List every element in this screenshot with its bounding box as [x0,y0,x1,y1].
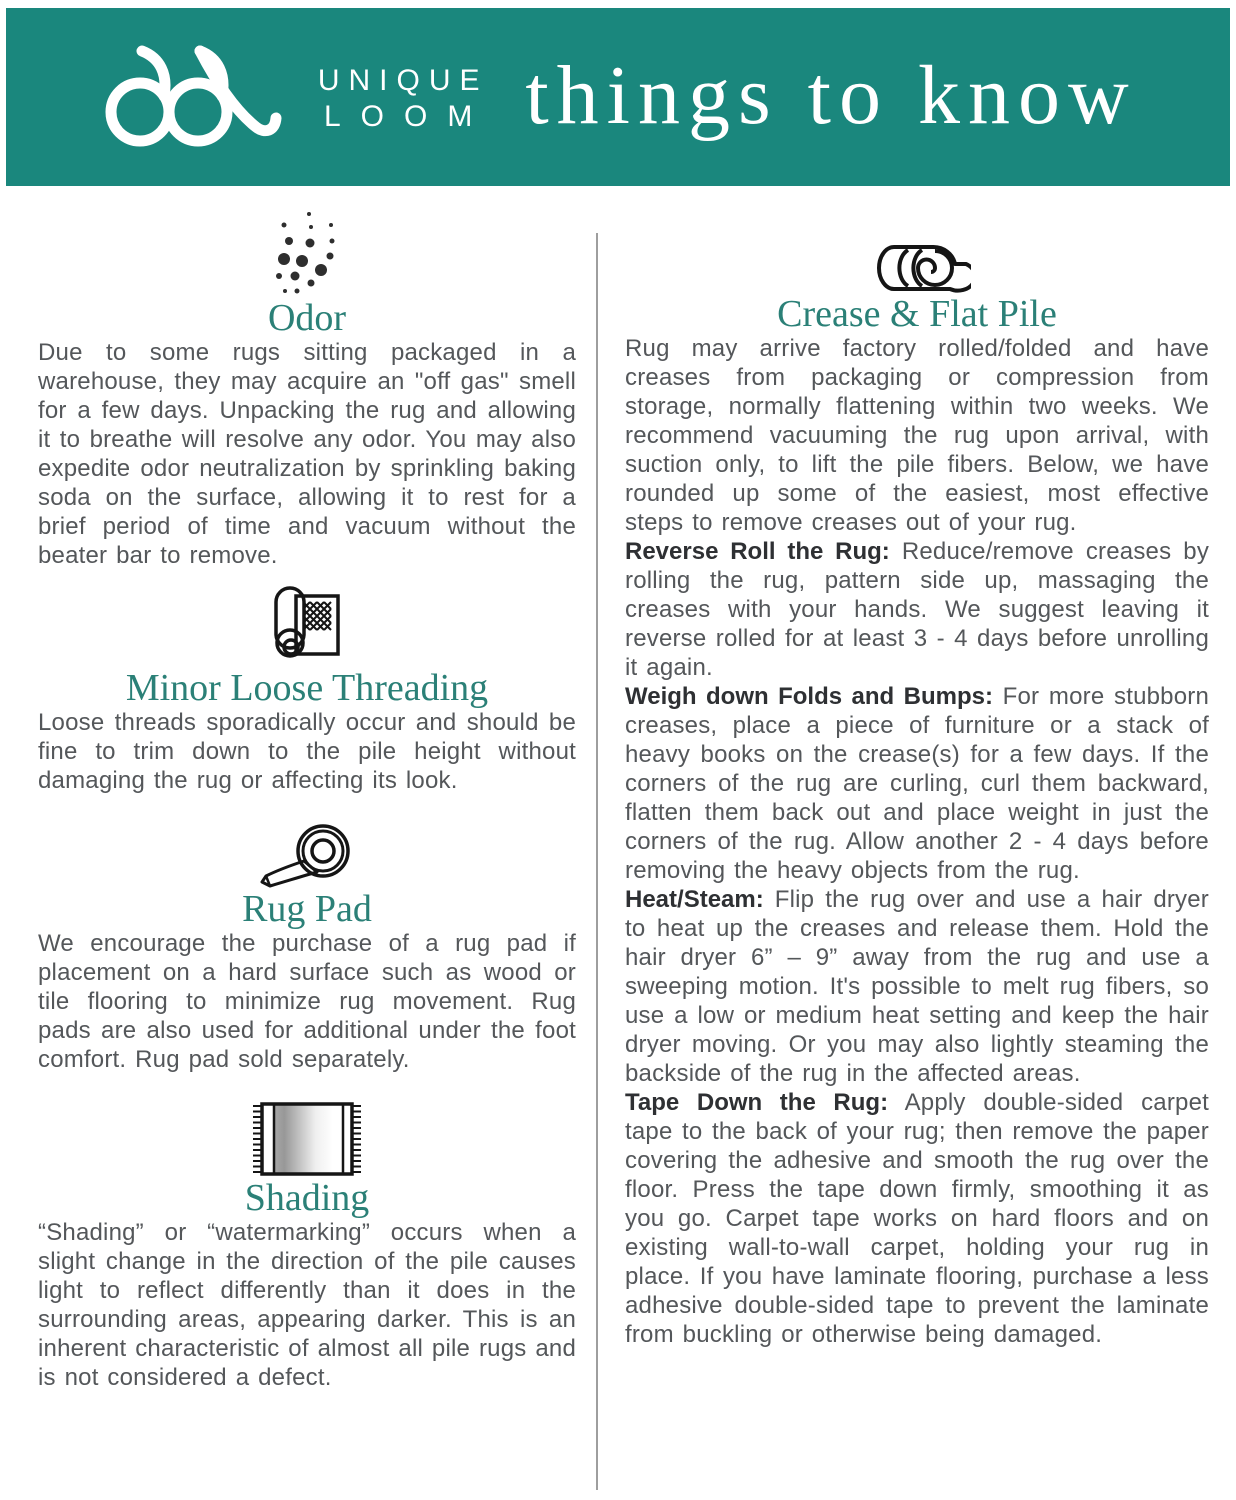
header-band [6,8,1230,186]
rug-pad-roll-icon [259,821,355,889]
rolled-rug-crosshatch-icon [270,584,344,668]
tip-reverse-roll [625,537,1209,682]
unique-loom-logo-icon [98,44,288,154]
section-heading-rug-pad: Rug Pad [242,888,372,930]
brand-logo-group [98,44,492,154]
rolled-rug-side-icon [863,242,971,294]
tip-weigh-down-label: Weigh down Folds and Bumps: [625,683,993,710]
tip-weigh-down [625,682,1209,885]
tip-tape-down-label: Tape Down the Rug: [625,1089,889,1116]
tip-heat-steam-label: Heat/Steam: [625,886,764,913]
right-column [625,186,1209,1349]
odor-particles-icon [275,210,339,298]
section-heading-shading: Shading [244,1177,370,1219]
tip-weigh-down-text: For more stubborn creases, place a piece of furniture or a stack of heavy books on the crease(s) for a few days. If the corners of the rug are curling, curl them backward, flatten them back out and place weight in just the corners of the rug. Allow another 2 - 4 days before removing the heavy objects from the rug. [625,683,1210,884]
section-body-crease-flat-pile: Rug may arrive factory rolled/folded and have creases from packaging or compression from storage, normally flattening within two weeks. We recommend vacuuming the rug upon arrival, with suction only, to lift the pile fibers. Below, we have rounded up some of the easiest, most effective steps to remove creases out of your rug. [625,335,1209,536]
shaded-rug-icon [248,1100,366,1178]
tip-reverse-roll-text: Reduce/remove creases by rolling the rug, pattern side up, massaging the creases with your hands. We suggest leaving it reverse rolled for at least 3 - 4 days before unrolling it again. [625,538,1210,681]
page-title: things to know [525,49,1137,142]
section-heading-loose-threading: Minor Loose Threading [125,667,489,709]
section-body-odor: Due to some rugs sitting packaged in a warehouse, they may acquire an "off gas" smell for a few days. Unpacking the rug and allowing it to breathe will resolve any odor. You may also expedite odor neutralization by sprinkling baking soda on the surface, allowing it to rest for a brief period of time and vacuum without the beater bar to remove. [38,339,576,569]
column-divider [596,233,598,1490]
section-heading-odor: Odor [267,297,347,339]
tip-tape-down [625,1088,1209,1349]
brand-line-2: LOOM [324,100,493,133]
tip-tape-down-text: Apply double-sided carpet tape to the back of your rug; then remove the paper covering the adhesive and smooth the rug over the floor. Press the tape down firmly, smoothing it as you go. Carpet tape works on hard floors and on existing wall-to-wall carpet, holding your rug in place. If you have laminate flooring, purchase a less adhesive double-sided tape to prevent the laminate from buckling or otherwise being damaged. [625,1089,1210,1348]
content-area [0,186,1236,1500]
brand-name [314,63,492,135]
tip-heat-steam-text: Flip the rug over and use a hair dryer to heat up the creases and release them. Hold the hair dryer 6” – 9” away from the rug and use a sweeping motion. It's possible to melt rug fibers, so use a low or medium heat setting and keep the hair dryer moving. Or you may also lightly steaming the backside of the rug in the affected areas. [625,886,1209,1087]
tip-reverse-roll-label: Reverse Roll the Rug: [625,538,890,565]
section-body-rug-pad: We encourage the purchase of a rug pad if placement on a hard surface such as wood or tile flooring to minimize rug movement. Rug pads are also used for additional under the foot comfort. Rug pad sold separately. [38,930,576,1073]
tip-heat-steam [625,885,1209,1088]
brand-line-1: UNIQUE [317,64,489,97]
left-column [38,186,576,1392]
section-body-shading: “Shading” or “watermarking” occurs when a slight change in the direction of the pile causes light to reflect differently than it does in the surrounding areas, appearing darker. This is an inherent characteristic of almost all pile rugs and is not considered a defect. [38,1219,576,1391]
section-body-loose-threading: Loose threads sporadically occur and should be fine to trim down to the pile height without damaging the rug or affecting its look. [38,709,576,794]
section-heading-crease-flat-pile: Crease & Flat Pile [777,293,1057,335]
